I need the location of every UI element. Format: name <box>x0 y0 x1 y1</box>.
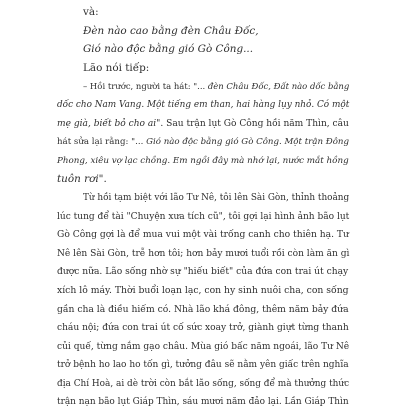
quote-text: tuôn rơi" <box>57 173 104 186</box>
line-text: được nữa. Lão sống nhờ sự "hiếu biết" của đứa con trai út chạy <box>57 267 349 278</box>
text-line <box>57 96 349 115</box>
line-text: gần cha là điều hiếm có. Nhà lão khá đông, thêm năm bảy đứa <box>57 303 349 315</box>
text-line <box>57 208 349 227</box>
verse-text: Gió nào độc bằng gió Gò Công... <box>83 43 253 56</box>
verse-line <box>57 40 349 59</box>
line-text: . Sau trận lụt Gò Công hồi năm Thìn, câu <box>160 118 349 129</box>
text-line <box>57 77 349 96</box>
text-line <box>57 115 349 134</box>
line-text: Từ hồi tạm biệt với lão Tư Nê, tôi lên Sài Gòn, thỉnh thoảng <box>83 192 350 203</box>
line-text: trở bệnh ho lao ho tốn gì, tưởng đâu sẽ nằm yên giấc trên nghĩa <box>57 360 349 371</box>
line-text: trận nạn bão lụt Giáp Thìn, sáu mươi năm đảo lại. Lần Giáp Thìn <box>57 397 349 408</box>
line-text: Gò Công gợi là để mua vui một vài trống canh cho thiên hạ. Tư <box>57 229 349 241</box>
text-line <box>57 170 349 189</box>
verse-text: Đèn nào cao bằng đèn Châu Đốc, <box>83 24 259 37</box>
line-text: cháu nội; đứa con trai út cố sức xoay trở, giành giựt từng thanh <box>57 323 349 334</box>
text-line <box>57 245 349 264</box>
line-text: xích lô máy. Thời buổi loạn lạc, con hy sinh nuôi cha, con sống <box>57 284 349 296</box>
text-line <box>57 356 349 375</box>
line-text: . <box>103 173 107 186</box>
quote-text: dốc cho Nam Vang. Một tiếng em than, hai hàng lụy nhỏ. Có một <box>57 99 350 110</box>
quote-text: "... đèn Châu Đốc, Đất nào dốc bằng <box>193 81 350 92</box>
text-line <box>57 263 349 282</box>
page-text <box>57 3 349 412</box>
line-text: hát sửa lại rằng: <box>57 137 132 148</box>
text-line <box>57 319 349 338</box>
quote-text: mẹ già, biết bỏ cho ai" <box>57 118 161 129</box>
text-line <box>57 189 349 208</box>
text-line <box>57 338 349 357</box>
line-text: địa Chí Hoà, ai dè trời còn bắt lão sống, sống để mà thưởng thức <box>57 378 350 389</box>
text-line <box>57 133 349 152</box>
text-line <box>57 282 349 301</box>
text-line <box>57 393 349 412</box>
text-line <box>57 226 349 245</box>
line-text: – Hồi trước, người ta hát: <box>83 81 194 92</box>
line-text: củi quế, từng nắm gạo châu. Mùa gió bấc năm ngoái, lão Tư Nê <box>57 341 350 352</box>
line-text: Nê lên Sài Gòn, trễ hơn tôi; hơn bảy mươi tuổi rồi còn làm ăn gì <box>57 248 350 259</box>
line-text: Lão nói tiếp: <box>83 61 150 74</box>
verse-line <box>57 22 349 41</box>
line-text: và: <box>83 6 99 18</box>
text-line <box>57 152 349 171</box>
text-line <box>57 59 349 78</box>
quote-text: "... Gió nào độc bằng gió Gò Công. Một trận Đông <box>131 137 349 148</box>
quote-text: Phong, xiêu vợ lạc chồng. Em ngồi đây mà nhớ lại, nước mắt hồng <box>57 155 349 166</box>
text-line <box>57 375 349 394</box>
text-line <box>57 3 349 22</box>
text-line <box>57 301 349 320</box>
line-text: lúc tung để tài "Chuyện xưa tích cũ", tôi gợi lại hình ảnh bão lụt <box>57 211 350 222</box>
